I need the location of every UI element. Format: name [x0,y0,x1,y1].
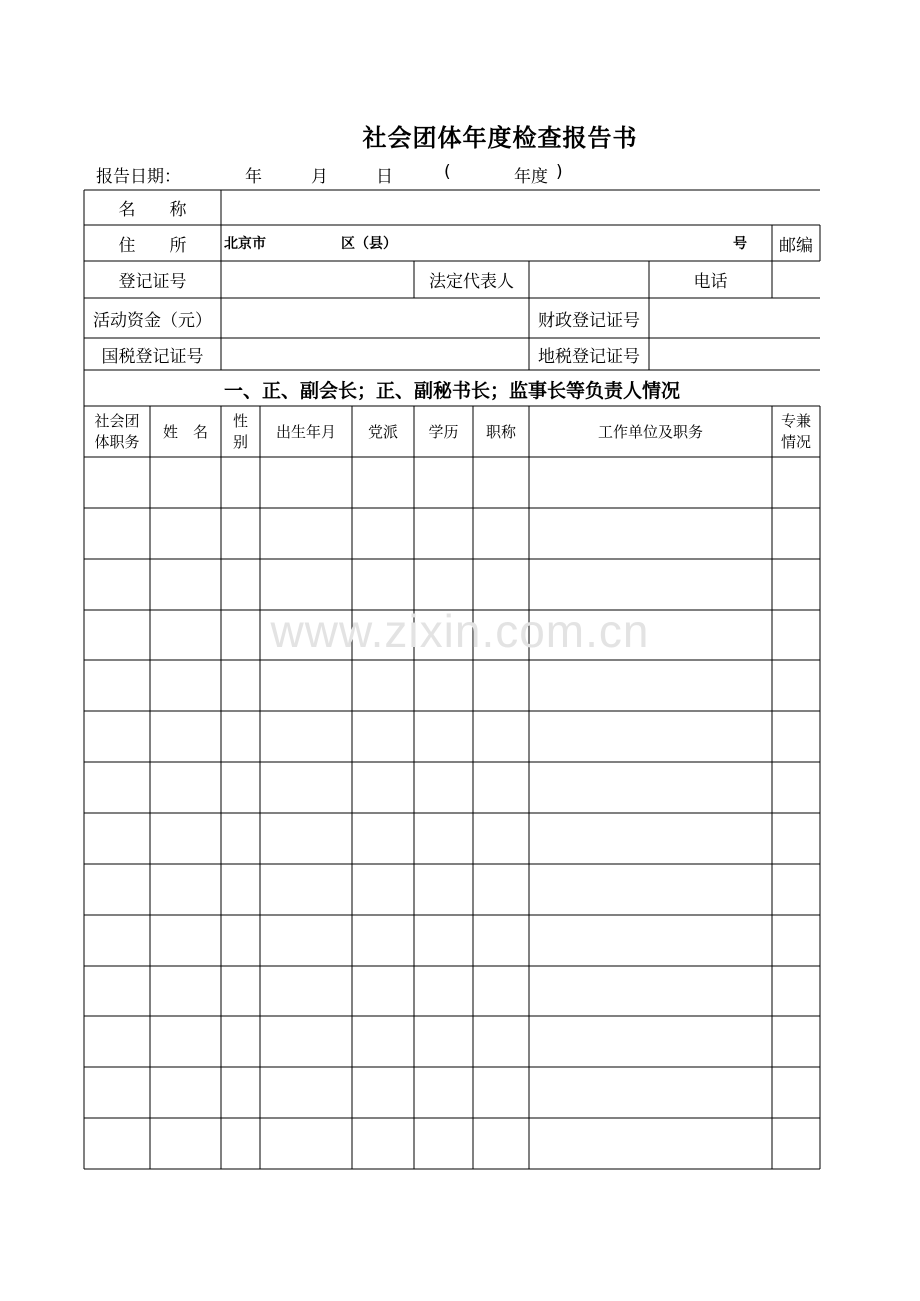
table-cell[interactable] [84,660,150,711]
national-tax-input[interactable] [221,338,529,370]
registration-number-label: 登记证号 [118,272,187,292]
table-cell[interactable] [529,559,772,610]
address-number: 号 [733,236,747,252]
postcode-label: 邮编 [779,235,813,256]
column-header-name: 姓 名 [162,423,208,441]
table-cell[interactable] [221,966,260,1016]
name-label: 名 称 [118,200,187,220]
table-cell[interactable] [150,1016,221,1067]
table-cell[interactable] [414,559,473,610]
table-cell[interactable] [150,711,221,762]
column-header-fulltime: 专兼情况 [780,411,811,451]
table-cell[interactable] [352,762,414,813]
table-cell[interactable] [221,762,260,813]
table-cell[interactable] [529,508,772,559]
table-cell[interactable] [772,1067,820,1118]
report-date-paren-close: ) [556,162,563,182]
table-cell[interactable] [150,457,221,508]
table-cell[interactable] [772,1118,820,1169]
table-cell[interactable] [221,660,260,711]
table-cell[interactable] [529,813,772,864]
column-header-position: 社会团体职务 [94,411,140,451]
table-cell[interactable] [473,762,529,813]
finance-registration-label: 财政登记证号 [538,310,640,331]
report-date-month: 月 [311,167,328,187]
table-cell[interactable] [260,711,352,762]
table-cell[interactable] [260,813,352,864]
table-cell[interactable] [352,915,414,966]
report-date-paren-open: ( [444,162,451,182]
section-title: 一、正、副会长；正、副秘书长；监事长等负责人情况 [223,379,680,402]
column-header-workplace: 工作单位及职务 [597,423,703,441]
table-cell[interactable] [772,457,820,508]
table-cell[interactable] [352,864,414,915]
table-cell[interactable] [84,915,150,966]
table-cell[interactable] [473,660,529,711]
table-cell[interactable] [150,762,221,813]
address-city: 北京市 [224,236,266,252]
table-cell[interactable] [529,966,772,1016]
local-tax-input[interactable] [649,338,820,370]
column-header-party: 党派 [367,423,398,441]
column-header-gender: 性别 [232,411,248,451]
table-cell[interactable] [414,1067,473,1118]
table-cell[interactable] [84,508,150,559]
table-cell[interactable] [84,1118,150,1169]
address-district: 区（县） [341,236,397,252]
table-cell[interactable] [150,966,221,1016]
table-cell[interactable] [84,711,150,762]
column-header-education: 学历 [428,423,459,441]
table-cell[interactable] [529,711,772,762]
table-cell[interactable] [352,660,414,711]
table-cell[interactable] [84,559,150,610]
table-cell[interactable] [84,864,150,915]
table-cell[interactable] [414,660,473,711]
table-cell[interactable] [84,1067,150,1118]
table-cell[interactable] [473,559,529,610]
report-date-label: 报告日期： [96,167,181,187]
table-cell[interactable] [772,508,820,559]
legal-representative-label: 法定代表人 [429,272,514,292]
table-cell[interactable] [414,508,473,559]
table-cell[interactable] [221,508,260,559]
address-label: 住 所 [118,235,187,256]
table-cell[interactable] [473,711,529,762]
table-cell[interactable] [414,1118,473,1169]
table-cell[interactable] [221,1118,260,1169]
name-input-cell[interactable] [221,190,820,225]
document-title: 社会团体年度检查报告书 [362,124,638,152]
table-cell[interactable] [473,813,529,864]
table-cell[interactable] [221,915,260,966]
finance-registration-input[interactable] [649,298,820,338]
table-cell[interactable] [84,1016,150,1067]
table-cell[interactable] [529,1118,772,1169]
activity-funds-input[interactable] [221,298,529,338]
table-cell[interactable] [473,966,529,1016]
table-cell[interactable] [473,457,529,508]
table-cell[interactable] [352,457,414,508]
phone-label: 电话 [693,272,728,292]
table-cell[interactable] [84,762,150,813]
table-cell[interactable] [352,1118,414,1169]
national-tax-label: 国税登记证号 [101,346,204,367]
table-cell[interactable] [414,915,473,966]
table-cell[interactable] [150,915,221,966]
table-cell[interactable] [260,457,352,508]
table-cell[interactable] [150,813,221,864]
table-cell[interactable] [221,457,260,508]
table-cell[interactable] [84,813,150,864]
report-date-day: 日 [376,167,393,187]
table-cell[interactable] [772,559,820,610]
table-cell[interactable] [414,864,473,915]
table-cell[interactable] [260,660,352,711]
column-header-title: 职称 [485,423,516,441]
table-cell[interactable] [352,711,414,762]
phone-input[interactable] [772,261,820,298]
table-cell[interactable] [221,813,260,864]
table-cell[interactable] [352,966,414,1016]
table-cell[interactable] [529,1067,772,1118]
table-cell[interactable] [260,1016,352,1067]
table-cell[interactable] [260,762,352,813]
table-cell[interactable] [473,1067,529,1118]
table-cell[interactable] [772,864,820,915]
table-cell[interactable] [473,1016,529,1067]
table-cell[interactable] [414,813,473,864]
table-cell[interactable] [529,915,772,966]
table-cell[interactable] [352,1067,414,1118]
table-cell[interactable] [352,508,414,559]
table-cell[interactable] [772,915,820,966]
table-cell[interactable] [260,915,352,966]
table-cell[interactable] [772,813,820,864]
table-cell[interactable] [221,1067,260,1118]
table-cell[interactable] [352,1016,414,1067]
activity-funds-label: 活动资金（元） [93,310,212,331]
report-fiscal-year: 年度 [514,167,548,187]
table-cell[interactable] [473,915,529,966]
table-cell[interactable] [772,660,820,711]
table-cell[interactable] [150,1067,221,1118]
table-cell[interactable] [414,457,473,508]
table-cell[interactable] [150,1118,221,1169]
table-cell[interactable] [529,660,772,711]
table-cell[interactable] [150,508,221,559]
table-cell[interactable] [260,1118,352,1169]
watermark: www.zixin.com.cn [270,605,650,657]
table-cell[interactable] [150,660,221,711]
table-cell[interactable] [221,559,260,610]
table-cell[interactable] [414,711,473,762]
table-cell[interactable] [473,864,529,915]
table-cell[interactable] [150,864,221,915]
table-cell[interactable] [414,1016,473,1067]
table-cell[interactable] [221,711,260,762]
table-cell[interactable] [772,966,820,1016]
table-cell[interactable] [352,813,414,864]
column-header-birth: 出生年月 [275,423,336,441]
table-cell[interactable] [260,508,352,559]
table-cell[interactable] [352,559,414,610]
table-cell[interactable] [414,762,473,813]
table-cell[interactable] [414,966,473,1016]
table-cell[interactable] [772,711,820,762]
table-cell[interactable] [150,559,221,610]
table-cell[interactable] [529,762,772,813]
table-cell[interactable] [221,1016,260,1067]
registration-number-input[interactable] [221,261,414,298]
table-cell[interactable] [260,966,352,1016]
table-cell[interactable] [529,864,772,915]
table-cell[interactable] [772,762,820,813]
table-cell[interactable] [473,508,529,559]
table-cell[interactable] [772,1016,820,1067]
report-date-year: 年 [245,167,262,187]
table-cell[interactable] [260,864,352,915]
table-cell[interactable] [84,966,150,1016]
table-cell[interactable] [260,1067,352,1118]
local-tax-label: 地税登记证号 [538,346,640,367]
legal-representative-input[interactable] [529,261,649,298]
table-cell[interactable] [529,457,772,508]
table-cell[interactable] [84,457,150,508]
table-cell[interactable] [473,1118,529,1169]
table-cell[interactable] [529,1016,772,1067]
table-cell[interactable] [221,864,260,915]
table-cell[interactable] [260,559,352,610]
